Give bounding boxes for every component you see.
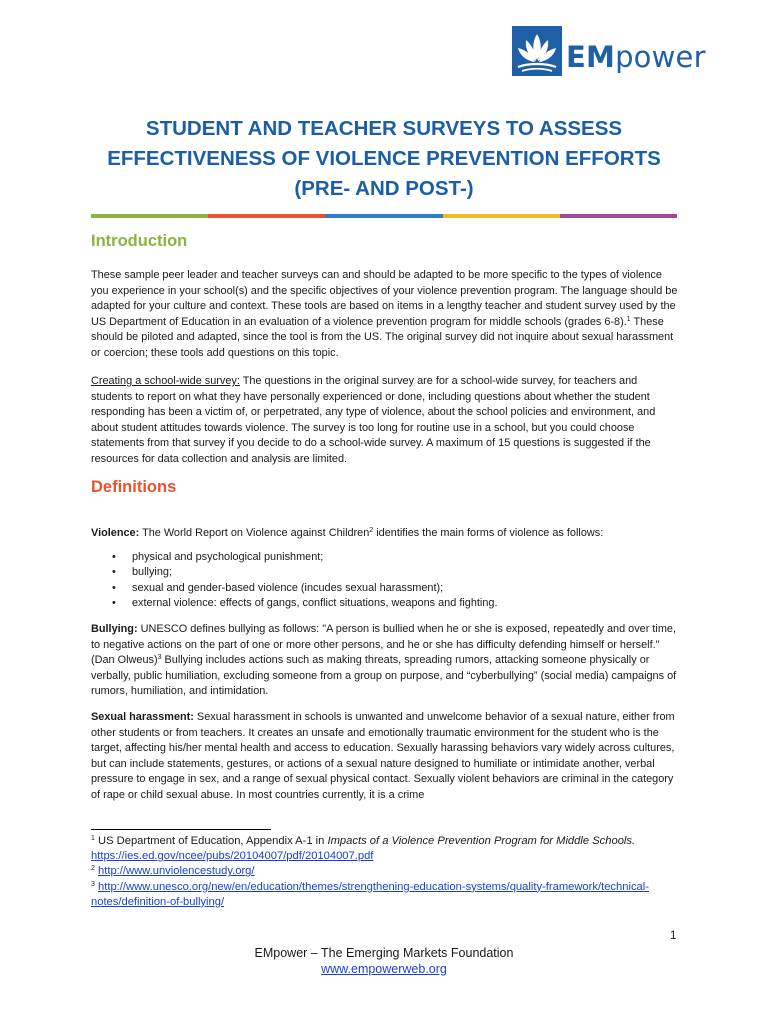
footnote-1-link[interactable]: https://ies.ed.gov/ncee/pubs/20104007/pdf/20104007.pdf <box>91 850 374 863</box>
list-item: • physical and psychological punishment; <box>112 550 652 565</box>
list-item: • external violence: effects of gangs, conflict situations, weapons and fighting. <box>112 596 652 611</box>
footnote-2: $^2$ http://www.unviolencestudy.org/ <box>91 865 255 878</box>
page-footer <box>0 945 768 977</box>
footnote-3-link[interactable]: http://www.unesco.org/new/en/education/themes/strengthening-education-systems/quality-framework/technical-notes/definition-of-bullying/ <box>91 880 649 908</box>
footnote-1: $^1$ US Department of Education, Appendix A-1 in Impacts of a Violence Prevention Program for Middle Schools. https://ies.ed.gov/ncee/pubs/20104007/pdf/20104007.pdf <box>91 835 636 863</box>
divider-segment <box>208 214 325 218</box>
divider-segment <box>443 214 560 218</box>
page-number: 1 <box>670 930 677 942</box>
empower-logo <box>512 26 722 80</box>
footnote-3: $^3$ http://www.unesco.org/new/en/education/themes/strengthening-education-systems/quality-framework/technical-notes/definition-of-bullying/ <box>91 880 649 908</box>
violence-definition: Violence: The World Report on Violence against Children$^2$ identifies the main forms of violence as follows: <box>91 527 604 539</box>
title-line-3: (PRE- AND POST-) <box>294 177 474 200</box>
footnotes <box>91 834 671 910</box>
lotus-logo-icon <box>512 26 562 76</box>
divider-segment <box>325 214 442 218</box>
introduction-heading: Introduction <box>91 232 188 250</box>
divider-segment <box>560 214 677 218</box>
sexual-harassment-definition: Sexual harassment: Sexual harassment in schools is unwanted and unwelcome behavior of a sexual nature, either from other students or from teachers. It creates an unsafe and emotionally traumatic environment for the student who is the target, affecting his/her mental health and access to education. Sexually harassing behaviors vary widely across cultures, but can include statements, gestures, or actions of a sexual nature designed to humiliate or intimidate another, verbal pressure to engage in sex, and a range of sexual physical contact. Sexually violent behaviors are criminal in the category of rape or child sexual abuse. In most countries currently, it is a crime <box>91 711 675 801</box>
definitions-heading: Definitions <box>91 478 177 496</box>
title-line-1: STUDENT AND TEACHER SURVEYS TO ASSESS <box>145 117 623 140</box>
school-wide-survey-paragraph: Creating a school-wide survey: The questions in the original survey are for a school-wide survey, for teachers and students to report on what they have personally experienced or done, including questions about whether the student responding has been a victim of, or perpetrated, any type of violence, about the school policies and environment, and about student attitudes towards violence. The survey is too long for routine use in a school, but you could choose statements from that survey if you decide to do a school-wide survey. A maximum of 15 questions is suggested if the resources for data collection and analysis are limited. <box>91 375 656 465</box>
footer-org: EMpower – The Emerging Markets Foundation <box>254 946 514 960</box>
list-item: • sexual and gender-based violence (incudes sexual harassment); <box>112 581 652 596</box>
title-line-2: EFFECTIVENESS OF VIOLENCE PREVENTION EFFORTS <box>107 147 661 170</box>
document-title <box>90 114 678 204</box>
intro-paragraph: These sample peer leader and teacher surveys can and should be adapted to be more specific to the types of violence you experience in your school(s) and the specific objectives of your violence prevention program. The language should be adapted for your culture and context. These tools are based on items in a lengthy teacher and student survey used by the US Department of Education in an evaluation of a violence prevention program for middle schools (grades 6-8).$^1$ These should be piloted and adapted, since the tool is from the US. The original survey did not inquire about sexual harassment or coercion; these tools add questions on this topic. <box>91 269 678 359</box>
color-divider <box>91 214 677 218</box>
footer-url-link[interactable]: www.empowerweb.org <box>321 962 447 976</box>
footnote-2-link[interactable]: http://www.unviolencestudy.org/ <box>98 865 255 878</box>
divider-segment <box>91 214 208 218</box>
bullying-definition: Bullying: UNESCO defines bullying as follows: "A person is bullied when he or she is exposed, repeatedly and over time, to negative actions on the part of one or more other persons, and he or she has difficulty defending himself or herself." (Dan Olweus)$^3$ Bullying includes actions such as making threats, spreading rumors, attacking someone physically or verbally, public humiliation, excluding someone from a group on purpose, and “cyberbullying” (social media) campaigns of rumors, humiliation, and intimidation. <box>91 623 677 698</box>
violence-forms-list <box>112 550 652 611</box>
logo-wordmark: EMpower <box>566 40 706 74</box>
school-wide-survey-label: Creating a school-wide survey: <box>91 375 240 387</box>
footnote-rule <box>91 829 271 830</box>
list-item: • bullying; <box>112 565 652 580</box>
